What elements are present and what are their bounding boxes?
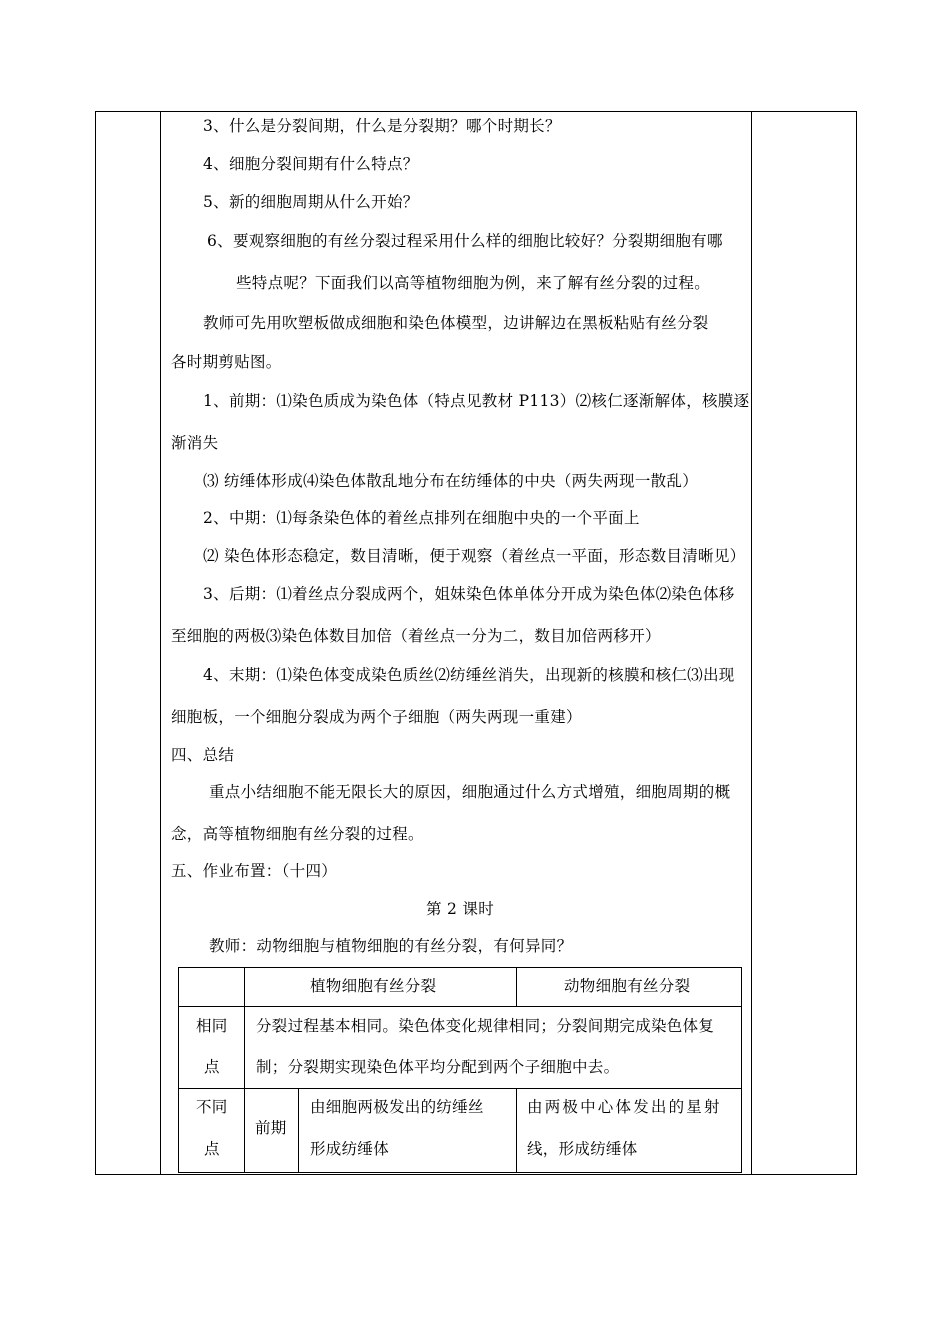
same-label-line-2: 点 <box>204 1058 220 1076</box>
same-text-line-1: 分裂过程基本相同。染色体变化规律相同；分裂间期完成染色体复 <box>256 1017 715 1035</box>
diff-label-line-2: 点 <box>204 1140 220 1158</box>
teacher-note-line-2: 各时期剪贴图。 <box>171 353 282 371</box>
anaphase-line-2: 至细胞的两极⑶染色体数目加倍（着丝点一分为二，数目加倍两移开） <box>171 627 661 645</box>
diff-plant-line-2: 形成纺缍体 <box>310 1140 390 1158</box>
diff-animal-line-1: 由两极中心体发出的星射 <box>527 1098 722 1116</box>
comparison-row-divider-2 <box>178 1088 742 1089</box>
anaphase-line-1: 3、后期：⑴着丝点分裂成两个，姐妹染色体单体分开成为染色体⑵染色体移 <box>203 585 735 603</box>
prophase-line-2: 渐消失 <box>171 434 219 452</box>
metaphase-line-1: 2、中期：⑴每条染色体的着丝点排列在细胞中央的一个平面上 <box>203 509 640 527</box>
telophase-line-2: 细胞板，一个细胞分裂成为两个子细胞（两失两现一重建） <box>171 708 582 726</box>
same-label-line-1: 相同 <box>196 1017 228 1035</box>
header-plant-mitosis: 植物细胞有丝分裂 <box>310 977 437 995</box>
metaphase-line-2: ⑵ 染色体形态稳定，数目清晰，便于观察（着丝点一平面，形态数目清晰见） <box>203 547 746 565</box>
header-animal-mitosis: 动物细胞有丝分裂 <box>564 977 691 995</box>
question-6-line-1: 6、要观察细胞的有丝分裂过程采用什么样的细胞比较好？分裂期细胞有哪 <box>207 232 723 250</box>
same-text-line-2: 制；分裂期实现染色体平均分配到两个子细胞中去。 <box>256 1058 620 1076</box>
question-4: 4、细胞分裂间期有什么特点？ <box>203 155 419 173</box>
column-divider-right <box>751 111 752 1175</box>
diff-phase-label: 前期 <box>255 1119 287 1137</box>
section-homework-heading: 五、作业布置：（十四） <box>171 862 338 880</box>
teacher-note-line-1: 教师可先用吹塑板做成细胞和染色体模型，边讲解边在黑板粘贴有丝分裂 <box>203 314 709 332</box>
comparison-row-divider-1 <box>178 1006 742 1007</box>
prophase-line-3: ⑶ 纺缍体形成⑷染色体散乱地分布在纺缍体的中央（两失两现一散乱） <box>203 472 699 490</box>
comparison-col-divider-2 <box>516 967 517 1007</box>
comparison-col-divider-3 <box>516 1088 517 1173</box>
diff-label-line-1: 不同 <box>196 1098 228 1116</box>
summary-line-2: 念，高等植物细胞有丝分裂的过程。 <box>171 825 424 843</box>
comparison-col-divider-phase <box>298 1088 299 1173</box>
section-summary-heading: 四、总结 <box>171 746 235 764</box>
question-3: 3、什么是分裂间期，什么是分裂期？哪个时期长？ <box>203 117 561 135</box>
summary-line-1: 重点小结细胞不能无限长大的原因，细胞通过什么方式增殖，细胞周期的概 <box>209 783 731 801</box>
diff-animal-line-2: 线，形成纺缍体 <box>527 1140 638 1158</box>
prophase-line-1: 1、前期：⑴染色质成为染色体（特点见教材 P113）⑵核仁逐渐解体，核膜逐 <box>203 392 750 410</box>
question-6-line-2: 些特点呢？下面我们以高等植物细胞为例，来了解有丝分裂的过程。 <box>236 274 711 292</box>
question-5: 5、新的细胞周期从什么开始？ <box>203 193 419 211</box>
telophase-line-1: 4、末期：⑴染色体变成染色质丝⑵纺缍丝消失，出现新的核膜和核仁⑶出现 <box>203 666 735 684</box>
lesson-2-heading: 第 2 课时 <box>426 900 495 918</box>
diff-plant-line-1: 由细胞两极发出的纺缍丝 <box>310 1098 484 1116</box>
column-divider-left <box>160 111 161 1175</box>
teacher-question: 教师：动物细胞与植物细胞的有丝分裂，有何异同？ <box>209 937 573 955</box>
comparison-col-divider-1 <box>244 967 245 1173</box>
